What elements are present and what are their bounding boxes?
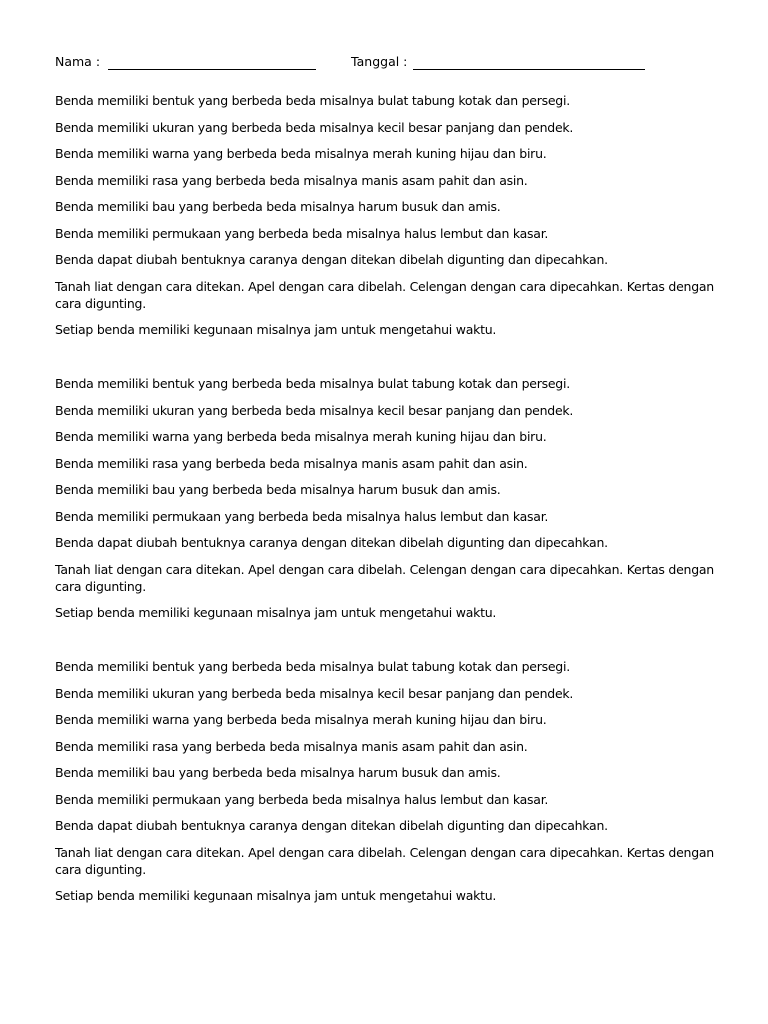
sentence-shape: Benda memiliki bentuk yang berbeda beda misalnya bulat tabung kotak dan persegi. bbox=[55, 659, 570, 674]
sentence-color: Benda memiliki warna yang berbeda beda misalnya merah kuning hijau dan biru. bbox=[55, 712, 547, 727]
text-block-2 bbox=[55, 375, 725, 621]
name-blank-line bbox=[108, 55, 316, 70]
sentence-smell: Benda memiliki bau yang berbeda beda misalnya harum busuk dan amis. bbox=[55, 765, 501, 780]
sentence-usage: Setiap benda memiliki kegunaan misalnya jam untuk mengetahui waktu. bbox=[55, 888, 497, 903]
sentence-size: Benda memiliki ukuran yang berbeda beda misalnya kecil besar panjang dan pendek. bbox=[55, 402, 574, 418]
header-row bbox=[55, 50, 645, 70]
sentence-surface: Benda memiliki permukaan yang berbeda beda misalnya halus lembut dan kasar. bbox=[55, 225, 549, 241]
sentence-change-shape: Benda dapat diubah bentuknya caranya dengan ditekan dibelah digunting dan dipecahkan. bbox=[55, 252, 608, 267]
sentence-change-shape: Benda dapat diubah bentuknya caranya dengan ditekan dibelah digunting dan dipecahkan. bbox=[55, 535, 608, 550]
text-block-1 bbox=[55, 92, 725, 338]
sentence-color: Benda memiliki warna yang berbeda beda misalnya merah kuning hijau dan biru. bbox=[55, 429, 547, 444]
sentence-size: Benda memiliki ukuran yang berbeda beda misalnya kecil besar panjang dan pendek. bbox=[55, 119, 574, 135]
date-group bbox=[351, 54, 645, 70]
sentence-examples: Tanah liat dengan cara ditekan. Apel dengan cara dibelah. Celengan dengan cara dipecahkan. Kertas dengan cara digunting. bbox=[55, 561, 714, 594]
sentence-color: Benda memiliki warna yang berbeda beda misalnya merah kuning hijau dan biru. bbox=[55, 146, 547, 161]
text-block-3 bbox=[55, 658, 725, 904]
sentence-usage: Setiap benda memiliki kegunaan misalnya jam untuk mengetahui waktu. bbox=[55, 605, 497, 620]
date-blank-line bbox=[413, 55, 645, 70]
date-label: Tanggal : bbox=[351, 54, 408, 69]
sentence-smell: Benda memiliki bau yang berbeda beda misalnya harum busuk dan amis. bbox=[55, 199, 501, 214]
sentence-surface: Benda memiliki permukaan yang berbeda beda misalnya halus lembut dan kasar. bbox=[55, 791, 549, 807]
sentence-change-shape: Benda dapat diubah bentuknya caranya dengan ditekan dibelah digunting dan dipecahkan. bbox=[55, 818, 608, 833]
sentence-size: Benda memiliki ukuran yang berbeda beda misalnya kecil besar panjang dan pendek. bbox=[55, 685, 574, 701]
sentence-taste: Benda memiliki rasa yang berbeda beda misalnya manis asam pahit dan asin. bbox=[55, 172, 528, 188]
sentence-taste: Benda memiliki rasa yang berbeda beda misalnya manis asam pahit dan asin. bbox=[55, 738, 528, 754]
name-label: Nama : bbox=[55, 54, 101, 69]
sentence-shape: Benda memiliki bentuk yang berbeda beda misalnya bulat tabung kotak dan persegi. bbox=[55, 93, 570, 108]
sentence-surface: Benda memiliki permukaan yang berbeda beda misalnya halus lembut dan kasar. bbox=[55, 508, 549, 524]
sentence-shape: Benda memiliki bentuk yang berbeda beda misalnya bulat tabung kotak dan persegi. bbox=[55, 376, 570, 391]
sentence-examples: Tanah liat dengan cara ditekan. Apel dengan cara dibelah. Celengan dengan cara dipecahkan. Kertas dengan cara digunting. bbox=[55, 844, 714, 877]
sentence-examples: Tanah liat dengan cara ditekan. Apel dengan cara dibelah. Celengan dengan cara dipecahkan. Kertas dengan cara digunting. bbox=[55, 278, 714, 311]
sentence-smell: Benda memiliki bau yang berbeda beda misalnya harum busuk dan amis. bbox=[55, 482, 501, 497]
sentence-taste: Benda memiliki rasa yang berbeda beda misalnya manis asam pahit dan asin. bbox=[55, 455, 528, 471]
sentence-usage: Setiap benda memiliki kegunaan misalnya jam untuk mengetahui waktu. bbox=[55, 322, 497, 337]
